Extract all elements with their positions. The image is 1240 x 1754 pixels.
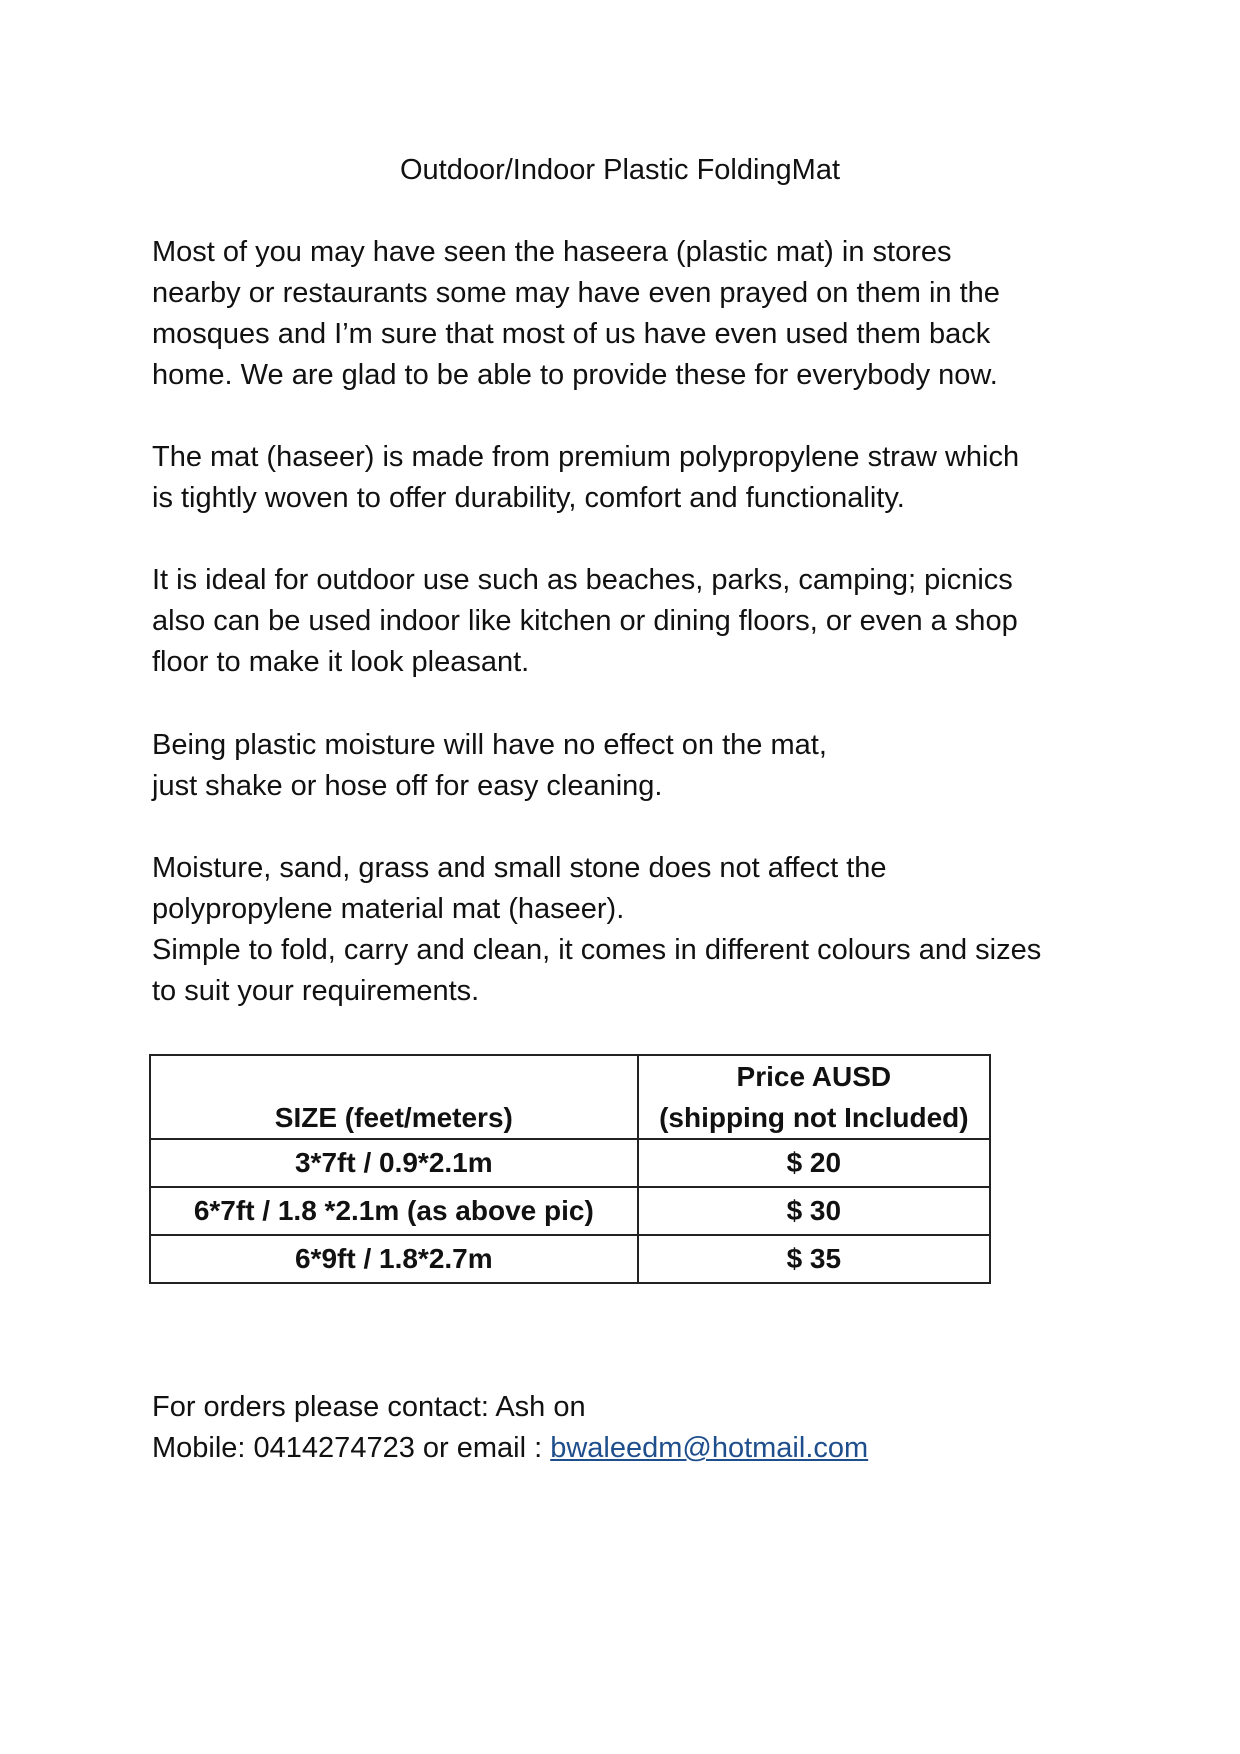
- text-line: also can be used indoor like kitchen or dining floors, or even a shop: [152, 605, 1018, 637]
- text-line: Simple to fold, carry and clean, it comes in different colours and sizes: [152, 934, 1042, 966]
- contact-section: [152, 1387, 868, 1469]
- text-line: Moisture, sand, grass and small stone does not affect the: [152, 852, 887, 884]
- paragraph-features: [152, 848, 1152, 1012]
- document-title: Outdoor/Indoor Plastic FoldingMat: [399, 154, 841, 186]
- text-line: home. We are glad to be able to provide these for everybody now.: [152, 359, 998, 391]
- size-cell: 3*7ft / 0.9*2.1m: [150, 1139, 638, 1187]
- price-cell: $ 30: [638, 1187, 990, 1235]
- text-line: Being plastic moisture will have no effect on the mat,: [152, 729, 827, 761]
- contact-mobile-line: [152, 1428, 868, 1469]
- size-cell: 6*9ft / 1.8*2.7m: [150, 1235, 638, 1283]
- email-link[interactable]: bwaleedm@hotmail.com: [550, 1432, 869, 1464]
- size-cell: 6*7ft / 1.8 *2.1m (as above pic): [150, 1187, 638, 1235]
- text-line: floor to make it look pleasant.: [152, 646, 530, 678]
- text-line: It is ideal for outdoor use such as beaches, parks, camping; picnics: [152, 564, 1013, 596]
- contact-mobile-text: Mobile: 0414274723 or email :: [152, 1432, 551, 1464]
- contact-line: For orders please contact: Ash on: [152, 1391, 586, 1423]
- text-line: polypropylene material mat (haseer).: [152, 893, 625, 925]
- paragraph-uses: [152, 560, 1152, 683]
- price-header-line: Price AUSD: [736, 1061, 892, 1092]
- text-line: just shake or hose off for easy cleaning.: [152, 770, 663, 802]
- text-line: is tightly woven to offer durability, comfort and functionality.: [152, 482, 905, 514]
- price-cell: $ 35: [638, 1235, 990, 1283]
- text-line: mosques and I’m sure that most of us have even used them back: [152, 318, 991, 350]
- paragraph-intro: [152, 232, 1152, 396]
- table-row: [150, 1187, 990, 1235]
- price-cell: $ 20: [638, 1139, 990, 1187]
- table-row: [150, 1235, 990, 1283]
- table-header-row: [150, 1055, 990, 1139]
- table-row: [150, 1139, 990, 1187]
- text-line: The mat (haseer) is made from premium polypropylene straw which: [152, 441, 1020, 473]
- price-header-note: (shipping not Included): [659, 1102, 969, 1133]
- text-line: to suit your requirements.: [152, 975, 480, 1007]
- size-column-header: SIZE (feet/meters): [150, 1055, 638, 1139]
- paragraph-cleaning: [152, 725, 1152, 807]
- text-line: nearby or restaurants some may have even prayed on them in the: [152, 277, 1000, 309]
- price-column-header: [638, 1055, 990, 1139]
- price-table: [149, 1054, 991, 1284]
- paragraph-material: [152, 437, 1152, 519]
- text-line: Most of you may have seen the haseera (plastic mat) in stores: [152, 236, 952, 268]
